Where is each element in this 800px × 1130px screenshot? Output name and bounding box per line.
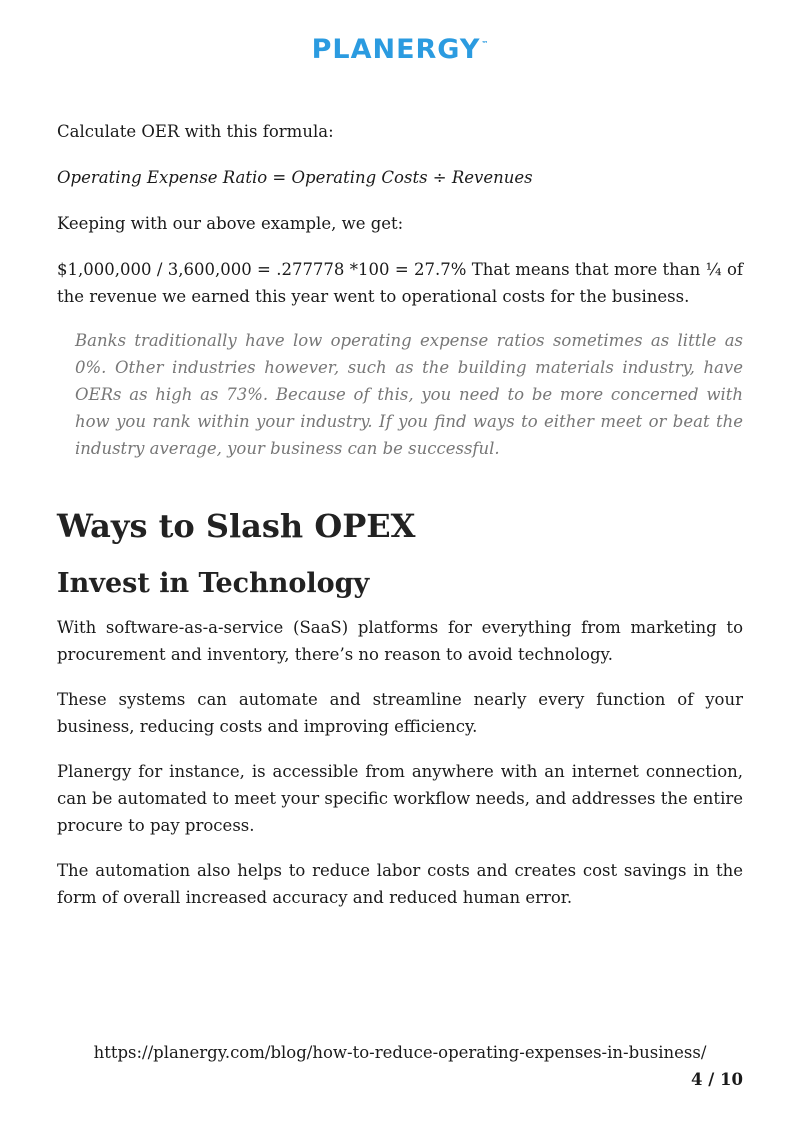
saas-paragraph: With software-as-a-service (SaaS) platforms for everything from marketing to procurement and inventory, there’s no reason to avoid technology.: [57, 618, 743, 664]
planergy-paragraph: Planergy for instance, is accessible from anywhere with an internet connection, can be automated to meet your specific workflow needs, and addresses the entire procure to pay process.: [57, 762, 743, 835]
formula-intro: Calculate OER with this formula:: [57, 122, 334, 141]
trademark-symbol: ™: [481, 40, 489, 48]
planergy-logo: [0, 34, 800, 65]
article-content: [57, 118, 743, 911]
subsection-heading: Invest in Technology: [57, 568, 370, 599]
industry-blockquote: Banks traditionally have low operating expense ratios sometimes as little as 0%. Other industries however, such as the building materials industry, have OERs as high as 73%. Because of this, you need to be more concerned with how you rank within your industry. If you find ways to either meet or beat the industry average, your business can be successful.: [75, 331, 743, 458]
page-number: 4 / 10: [691, 1070, 743, 1089]
automation-paragraph: The automation also helps to reduce labor costs and creates cost savings in the form of overall increased accuracy and reduced human error.: [57, 861, 743, 907]
example-intro: Keeping with our above example, we get:: [57, 214, 404, 233]
calculation-paragraph: $1,000,000 / 3,600,000 = .277778 *100 = 27.7% That means that more than ¼ of the revenue we earned this year went to operational costs for the business.: [57, 260, 743, 306]
formula: Operating Expense Ratio = Operating Costs ÷ Revenues: [57, 168, 533, 187]
footer-url[interactable]: https://planergy.com/blog/how-to-reduce-operating-expenses-in-business/: [93, 1043, 707, 1062]
section-heading: Ways to Slash OPEX: [57, 507, 416, 545]
systems-paragraph: These systems can automate and streamline nearly every function of your business, reducing costs and improving efficiency.: [57, 690, 743, 736]
logo-text: PLANERGY: [311, 34, 481, 65]
